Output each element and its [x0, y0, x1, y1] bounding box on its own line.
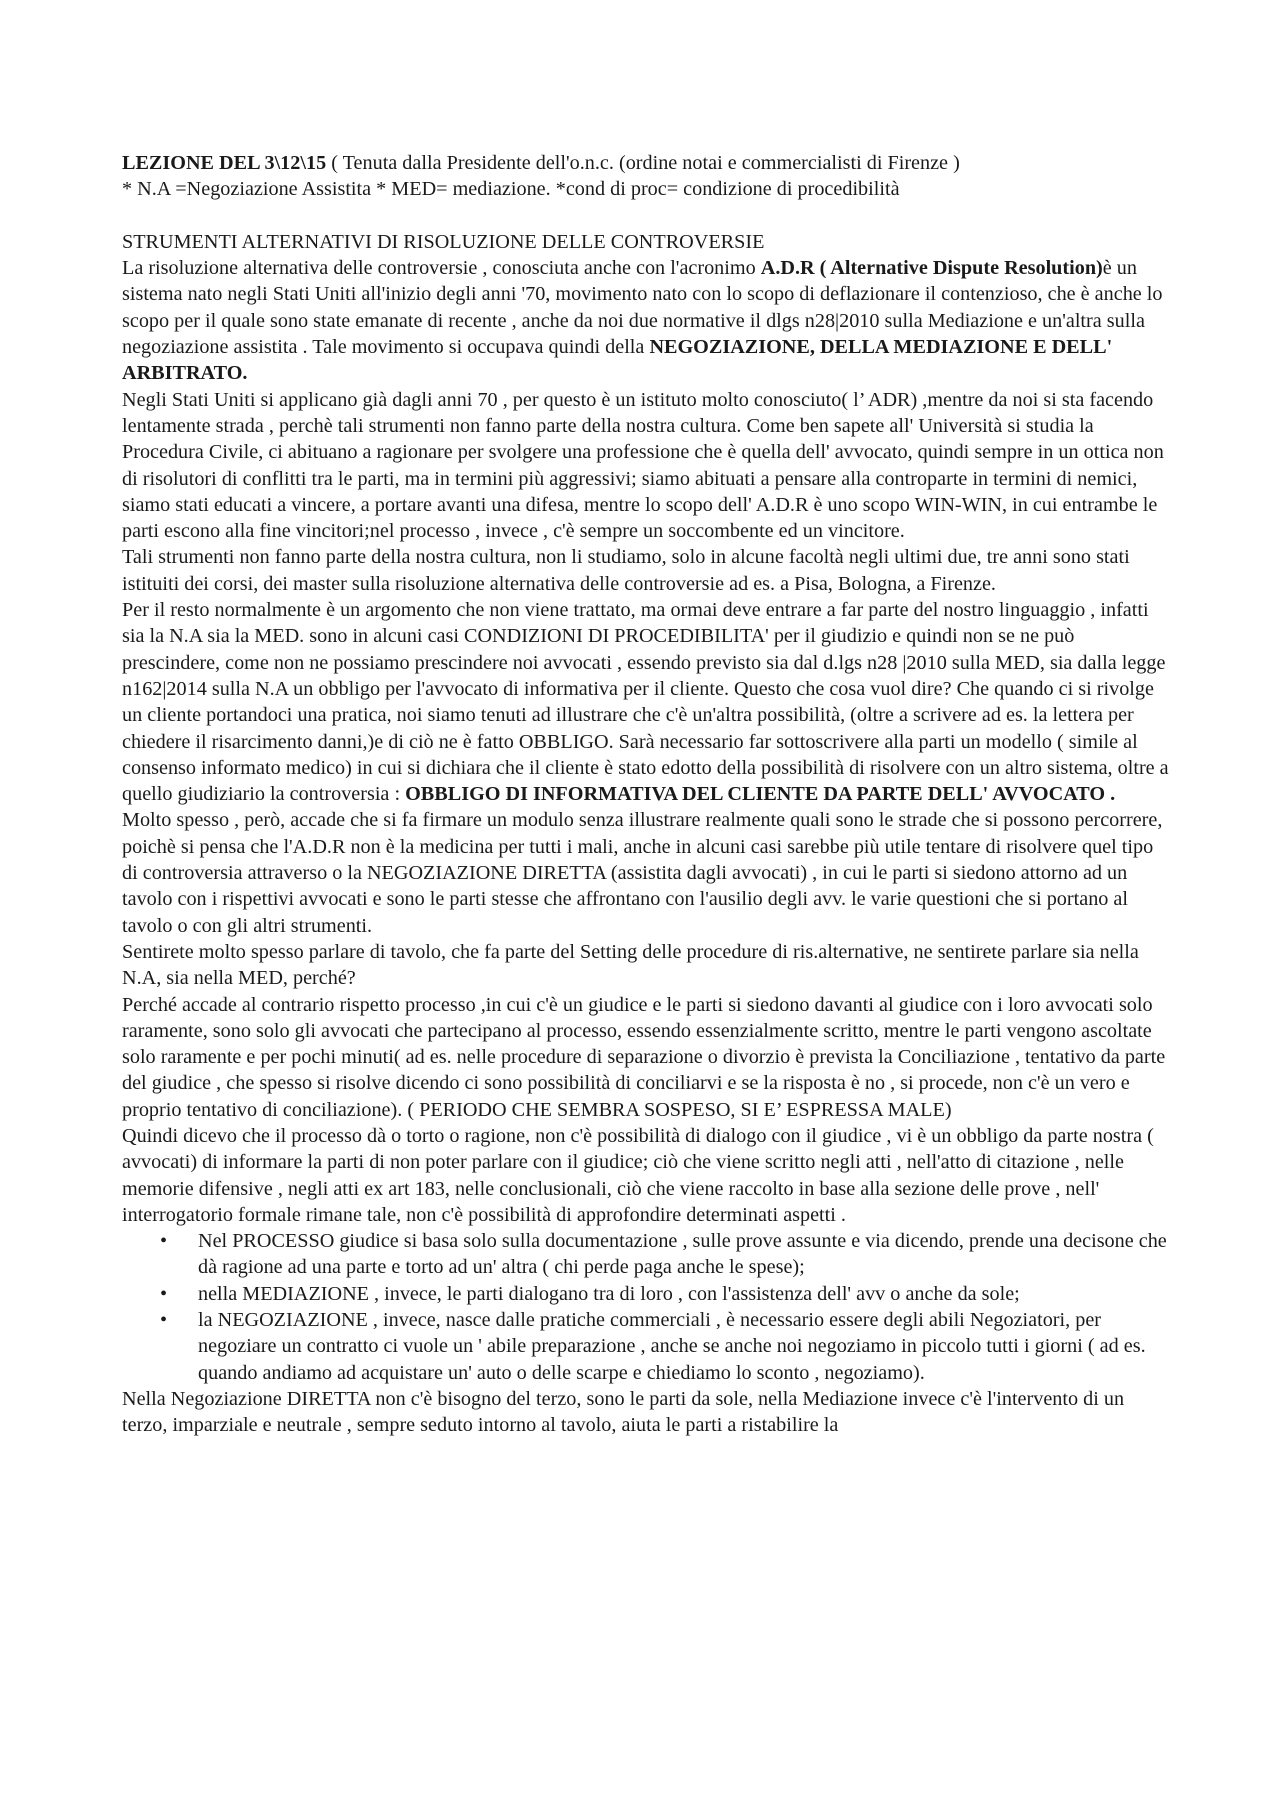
- bullet-icon: •: [160, 1282, 168, 1305]
- bullet-icon: •: [160, 1230, 168, 1253]
- list-item-text: la NEGOZIAZIONE , invece, nasce dalle pratiche commerciali , è necessario essere degli abili Negoziatori, per negoziare un contratto ci vuole un ' abile preparazione , anche se anche noi negoziamo in piccolo tutti i giorni ( ad es. quando andiamo ad acquistare un' auto o delle scarpe e chiediamo lo sconto , negoziamo).: [198, 1309, 1146, 1384]
- blank-line: [122, 203, 1172, 229]
- abbreviations-line: * N.A =Negoziazione Assistita * MED= mediazione. *cond di proc= condizione di procedibilità: [122, 178, 900, 201]
- lesson-title: [122, 150, 1172, 176]
- section-heading: STRUMENTI ALTERNATIVI DI RISOLUZIONE DELLE CONTROVERSIE: [122, 230, 765, 253]
- paragraph-adr-intro: [122, 255, 1172, 386]
- list-item: [160, 1307, 1172, 1386]
- paragraph-obligation: OBBLIGO DI INFORMATIVA DEL CLIENTE DA PARTE DELL' AVVOCATO .: [405, 783, 1116, 806]
- comparison-list: [122, 1228, 1172, 1386]
- list-item: [160, 1228, 1172, 1281]
- list-item: [160, 1281, 1172, 1307]
- bullet-icon: •: [160, 1309, 168, 1332]
- paragraph-culture: Tali strumenti non fanno parte della nostra cultura, non li studiamo, solo in alcune facoltà negli ultimi due, tre anni sono stati istituiti dei corsi, dei master sulla risoluzione alternativa delle controversie ad es. a Pisa, Bologna, a Firenze.: [122, 546, 1130, 595]
- paragraph-adr-acronym: A.D.R ( Alternative Dispute Resolution): [760, 257, 1103, 280]
- paragraph-negotiation-mediation: Nella Negoziazione DIRETTA non c'è bisogno del terzo, sono le parti da sole, nella Mediazione invece c'è l'intervento di un terzo, imparziale e neutrale , sempre seduto intorno al tavolo, aiuta le parti a ristabilire la: [122, 1387, 1125, 1437]
- paragraph-adr-intro-a: La risoluzione alternativa delle controversie , conosciuta anche con l'acronimo: [122, 257, 761, 280]
- paragraph-adr-instruments: NEGOZIAZIONE, DELLA MEDIAZIONE E DELL' ARBITRATO.: [122, 336, 1113, 385]
- paragraph-procedibility: [122, 597, 1172, 807]
- paragraph-adr-intro-b: è un sistema nato negli Stati Uniti all'inizio degli anni '70, movimento nato con lo scopo di deflazionare il contenzioso, che è anche lo scopo per il quale sono state emanate di recente , anche da noi due normative il dlgs n28|2010 sulla Mediazione e un'altra sulla negoziazione assistita . Tale movimento si occupava quindi della: [122, 257, 1163, 359]
- list-item-text: Nel PROCESSO giudice si basa solo sulla documentazione , sulle prove assunte e via dicendo, prende una decisone che dà ragione ad una parte e torto ad un' altra ( chi perde paga anche le spese);: [198, 1230, 1167, 1279]
- paragraph-process: Perché accade al contrario rispetto processo ,in cui c'è un giudice e le parti si siedono davanti al giudice con i loro avvocati solo raramente, sono solo gli avvocati che partecipano al processo, essendo essenzialmente scritto, mentre le parti vengono ascoltate solo raramente e per pochi minuti( ad es. nelle procedure di separazione o divorzio è prevista la Conciliazione , tentativo da parte del giudice , che spesso si risolve dicendo ci sono possibilità di conciliarvi e se la risposta è no , si procede, non c'è un vero e proprio tentativo di conciliazione). ( PERIODO CHE SEMBRA SOSPESO, SI E’ ESPRESSA MALE): [122, 993, 1166, 1121]
- paragraph-form-signing: Molto spesso , però, accade che si fa firmare un modulo senza illustrare realmente quali sono le strade che si possono percorrere, poichè si pensa che l'A.D.R non è la medicina per tutti i mali, anche in alcuni casi sarebbe più utile tentare di risolvere quel tipo di controversia attraverso o la NEGOZIAZIONE DIRETTA (assistita dagli avvocati) , in cui le parti si siedono attorno ad un tavolo con i rispettivi avvocati e sono le parti stesse che affrontano con l'ausilio degli avv. le varie questioni che si portano al tavolo o con gli altri strumenti.: [122, 809, 1163, 937]
- paragraph-procedibility-text: Per il resto normalmente è un argomento che non viene trattato, ma ormai deve entrare a far parte del nostro linguaggio , infatti sia la N.A sia la MED. sono in alcuni casi CONDIZIONI DI PROCEDIBILITA' per il giudizio e quindi non se ne può prescindere, come non ne possiamo prescindere noi avvocati , essendo previsto sia dal d.lgs n28 |2010 sulla MED, sia dalla legge n162|2014 sulla N.A un obbligo per l'avvocato di informativa per il cliente. Questo che cosa vuol dire? Che quando ci si rivolge un cliente portandoci una pratica, noi siamo tenuti ad illustrare che c'è un'altra possibilità, (oltre a scrivere ad es. la lettera per chiedere il risarcimento danni,)e di ciò ne è fatto OBBLIGO. Sarà necessario far sottoscrivere alla parti un modello ( simile al consenso informato medico) in cui si dichiara che il cliente è stato edotto della possibilità di risolvere con un altro sistema, oltre a quello giudiziario la controversia :: [122, 599, 1169, 806]
- lesson-title-note: ( Tenuta dalla Presidente dell'o.n.c. (ordine notai e commercialisti di Firenze ): [326, 152, 960, 174]
- paragraph-dialogue: Quindi dicevo che il processo dà o torto o ragione, non c'è possibilità di dialogo con il giudice , vi è un obbligo da parte nostra ( avvocati) di informare la parti di non poter parlare con il giudice; ciò che viene scritto negli atti , nell'atto di citazione , nelle memorie difensive , negli atti ex art 183, nelle conclusionali, ciò che viene raccolto in base alla sezione delle prove , nell' interrogatorio formale rimane tale, non c'è possibilità di approfondire determinati aspetti .: [122, 1124, 1154, 1226]
- lesson-title-date: LEZIONE DEL 3\12\15: [122, 152, 327, 174]
- paragraph-table: Sentirete molto spesso parlare di tavolo, che fa parte del Setting delle procedure di ris.alternative, ne sentirete parlare sia nella N.A, sia nella MED, perché?: [122, 940, 1139, 990]
- paragraph-us-origin: Negli Stati Uniti si applicano già dagli anni 70 , per questo è un istituto molto conosciuto( l’ ADR) ,mentre da noi si sta facendo lentamente strada , perchè tali strumenti non fanno parte della nostra cultura. Come ben sapete all' Università si studia la Procedura Civile, ci abituano a ragionare per svolgere una professione che è quella dell' avvocato, quindi sempre in un ottica non di risolutori di conflitti tra le parti, ma in termini più aggressivi; siamo abituati a pensare alla controparte in termini di nemici, siamo stati educati a vincere, a portare avanti una difesa, mentre lo scopo dell' A.D.R è uno scopo WIN-WIN, in cui entrambe le parti escono alla fine vincitori;nel processo , invece , c'è sempre un soccombente ed un vincitore.: [122, 388, 1164, 543]
- document-page: [122, 150, 1172, 1439]
- list-item-text: nella MEDIAZIONE , invece, le parti dialogano tra di loro , con l'assistenza dell' avv o anche da sole;: [198, 1282, 1020, 1305]
